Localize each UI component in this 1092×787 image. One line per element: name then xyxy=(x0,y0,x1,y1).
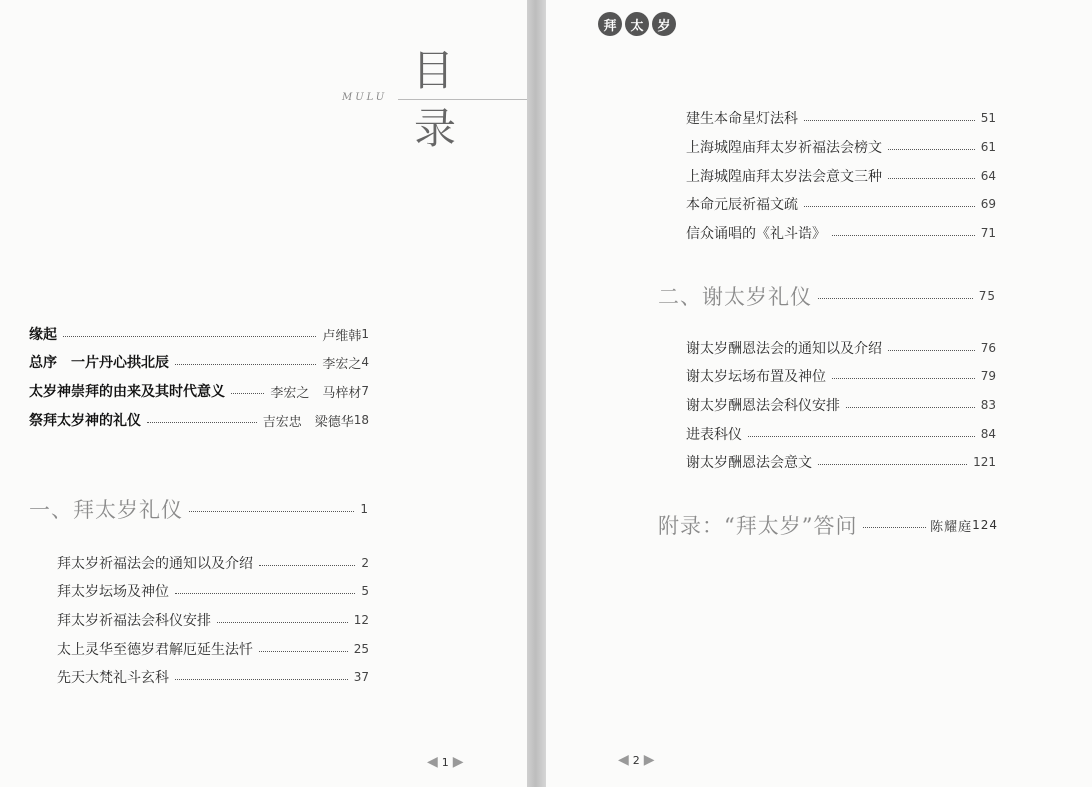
toc-entry-s1-1[interactable] xyxy=(57,581,369,601)
appendix-page: 124 xyxy=(972,518,998,532)
toc-entry-s2-2[interactable] xyxy=(686,395,996,415)
leader-dots xyxy=(832,235,975,236)
toc-entry-page: 7 xyxy=(361,384,369,398)
toc-entry-page: 4 xyxy=(361,355,369,369)
arrow-left-icon: ◀ xyxy=(618,752,629,768)
toc-entry-title: 祭拜太岁神的礼仪 xyxy=(29,413,141,429)
toc-entry-title: 总序 一片丹心拱北辰 xyxy=(29,355,169,371)
leader-dots xyxy=(748,436,975,437)
book-gutter xyxy=(527,0,546,787)
toc-entry-page: 37 xyxy=(353,670,369,684)
toc-entry-s1-3[interactable] xyxy=(57,639,369,659)
toc-entry-author: 李宏之 xyxy=(322,356,362,372)
leader-dots xyxy=(175,364,316,365)
toc-entry-page: 25 xyxy=(353,642,369,656)
toc-entry-intro-2[interactable] xyxy=(29,381,369,401)
heading-romanized: MULU xyxy=(342,92,388,103)
toc-entry-s1-4[interactable] xyxy=(57,667,369,687)
leader-dots xyxy=(804,206,975,207)
toc-entry-page: 12 xyxy=(353,613,369,627)
leader-dots xyxy=(832,378,975,379)
toc-entry-s1-2[interactable] xyxy=(57,610,369,630)
page-number-left xyxy=(427,754,464,770)
toc-entry-intro-3[interactable] xyxy=(29,410,369,430)
toc-entry-cont-1[interactable] xyxy=(686,137,996,157)
arrow-left-icon: ◀ xyxy=(427,754,438,770)
toc-section-1[interactable] xyxy=(29,494,369,524)
toc-entry-title: 拜太岁坛场及神位 xyxy=(57,584,169,600)
toc-entry-page: 64 xyxy=(980,169,996,183)
toc-entry-cont-0[interactable] xyxy=(686,108,996,128)
leader-dots xyxy=(888,178,975,179)
heading-rule xyxy=(398,99,527,100)
page-number-value: 1 xyxy=(441,755,449,769)
leader-dots xyxy=(217,622,348,623)
leader-dots xyxy=(259,565,355,566)
toc-entry-page: 18 xyxy=(353,413,369,427)
toc-entry-author: 卢维韩 xyxy=(322,328,362,344)
heading-char-bottom: 录 xyxy=(414,104,457,153)
leader-dots xyxy=(259,651,348,652)
toc-entry-page: 79 xyxy=(980,369,996,383)
toc-entry-title: 本命元辰祈福文疏 xyxy=(686,197,798,213)
toc-entry-page: 5 xyxy=(361,584,369,598)
section-page: 75 xyxy=(978,289,996,303)
logo-char: 拜 xyxy=(598,12,622,36)
toc-entry-title: 进表科仪 xyxy=(686,427,742,443)
section-page: 1 xyxy=(360,502,369,516)
toc-entry-intro-1[interactable] xyxy=(29,352,369,372)
toc-entry-page: 84 xyxy=(980,427,996,441)
toc-entry-title: 太上灵华至德岁君解厄延生法忏 xyxy=(57,642,253,658)
arrow-right-icon: ▶ xyxy=(643,752,655,768)
toc-entry-s1-0[interactable] xyxy=(57,553,369,573)
toc-entry-title: 信众诵唱的《礼斗诰》 xyxy=(686,226,826,242)
toc-entry-page: 51 xyxy=(980,111,996,125)
page-number-right xyxy=(618,752,655,768)
appendix-author: 陈耀庭 xyxy=(930,519,973,535)
appendix-title: 附录：“拜太岁”答问 xyxy=(658,514,858,538)
right-page xyxy=(546,0,1092,787)
toc-entry-title: 上海城隍庙拜太岁祈福法会榜文 xyxy=(686,140,882,156)
toc-entry-author: 李宏之 马梓材 xyxy=(270,385,362,401)
toc-entry-cont-2[interactable] xyxy=(686,166,996,186)
book-logo xyxy=(598,12,676,36)
toc-entry-title: 谢太岁酬恩法会科仪安排 xyxy=(686,398,840,414)
toc-entry-intro-0[interactable] xyxy=(29,324,369,344)
toc-entry-cont-4[interactable] xyxy=(686,223,996,243)
toc-entry-cont-3[interactable] xyxy=(686,194,996,214)
leader-dots xyxy=(147,422,257,423)
toc-entry-title: 谢太岁坛场布置及神位 xyxy=(686,369,826,385)
leader-dots xyxy=(818,298,973,299)
toc-section-2[interactable] xyxy=(658,281,996,311)
toc-entry-page: 121 xyxy=(973,455,996,469)
leader-dots xyxy=(63,336,316,337)
leader-dots xyxy=(804,120,975,121)
leader-dots xyxy=(888,149,975,150)
toc-entry-title: 拜太岁祈福法会科仪安排 xyxy=(57,613,211,629)
toc-entry-page: 76 xyxy=(980,341,996,355)
toc-appendix[interactable] xyxy=(658,510,998,540)
toc-entry-s2-0[interactable] xyxy=(686,338,996,358)
leader-dots xyxy=(846,407,975,408)
leader-dots xyxy=(818,464,967,465)
leader-dots xyxy=(888,350,975,351)
logo-char: 岁 xyxy=(652,12,676,36)
arrow-right-icon: ▶ xyxy=(452,754,464,770)
section-title: 二、谢太岁礼仪 xyxy=(658,285,812,309)
toc-entry-title: 拜太岁祈福法会的通知以及介绍 xyxy=(57,556,253,572)
logo-char: 太 xyxy=(625,12,649,36)
toc-entry-page: 71 xyxy=(980,226,996,240)
toc-entry-title: 谢太岁酬恩法会意文 xyxy=(686,455,812,471)
toc-entry-page: 83 xyxy=(980,398,996,412)
toc-entry-page: 2 xyxy=(361,556,369,570)
section-title: 一、拜太岁礼仪 xyxy=(29,498,183,522)
leader-dots xyxy=(231,393,264,394)
toc-entry-title: 谢太岁酬恩法会的通知以及介绍 xyxy=(686,341,882,357)
page-number-value: 2 xyxy=(632,753,640,767)
toc-entry-title: 建生本命星灯法科 xyxy=(686,111,798,127)
toc-entry-s2-1[interactable] xyxy=(686,366,996,386)
toc-entry-title: 上海城隍庙拜太岁法会意文三种 xyxy=(686,169,882,185)
left-page xyxy=(0,0,527,787)
leader-dots xyxy=(189,511,354,512)
leader-dots xyxy=(175,679,348,680)
toc-entry-page: 69 xyxy=(980,197,996,211)
toc-entry-title: 太岁神崇拜的由来及其时代意义 xyxy=(29,384,225,400)
heading-char-top: 目 xyxy=(412,46,455,95)
leader-dots xyxy=(863,527,926,528)
toc-entry-title: 缘起 xyxy=(29,327,57,343)
toc-entry-page: 1 xyxy=(361,327,369,341)
toc-entry-page: 61 xyxy=(980,140,996,154)
toc-entry-s2-4[interactable] xyxy=(686,452,996,472)
toc-entry-author: 吉宏忠 梁德华 xyxy=(262,414,354,430)
toc-entry-title: 先天大梵礼斗玄科 xyxy=(57,670,169,686)
leader-dots xyxy=(175,593,355,594)
toc-entry-s2-3[interactable] xyxy=(686,424,996,444)
